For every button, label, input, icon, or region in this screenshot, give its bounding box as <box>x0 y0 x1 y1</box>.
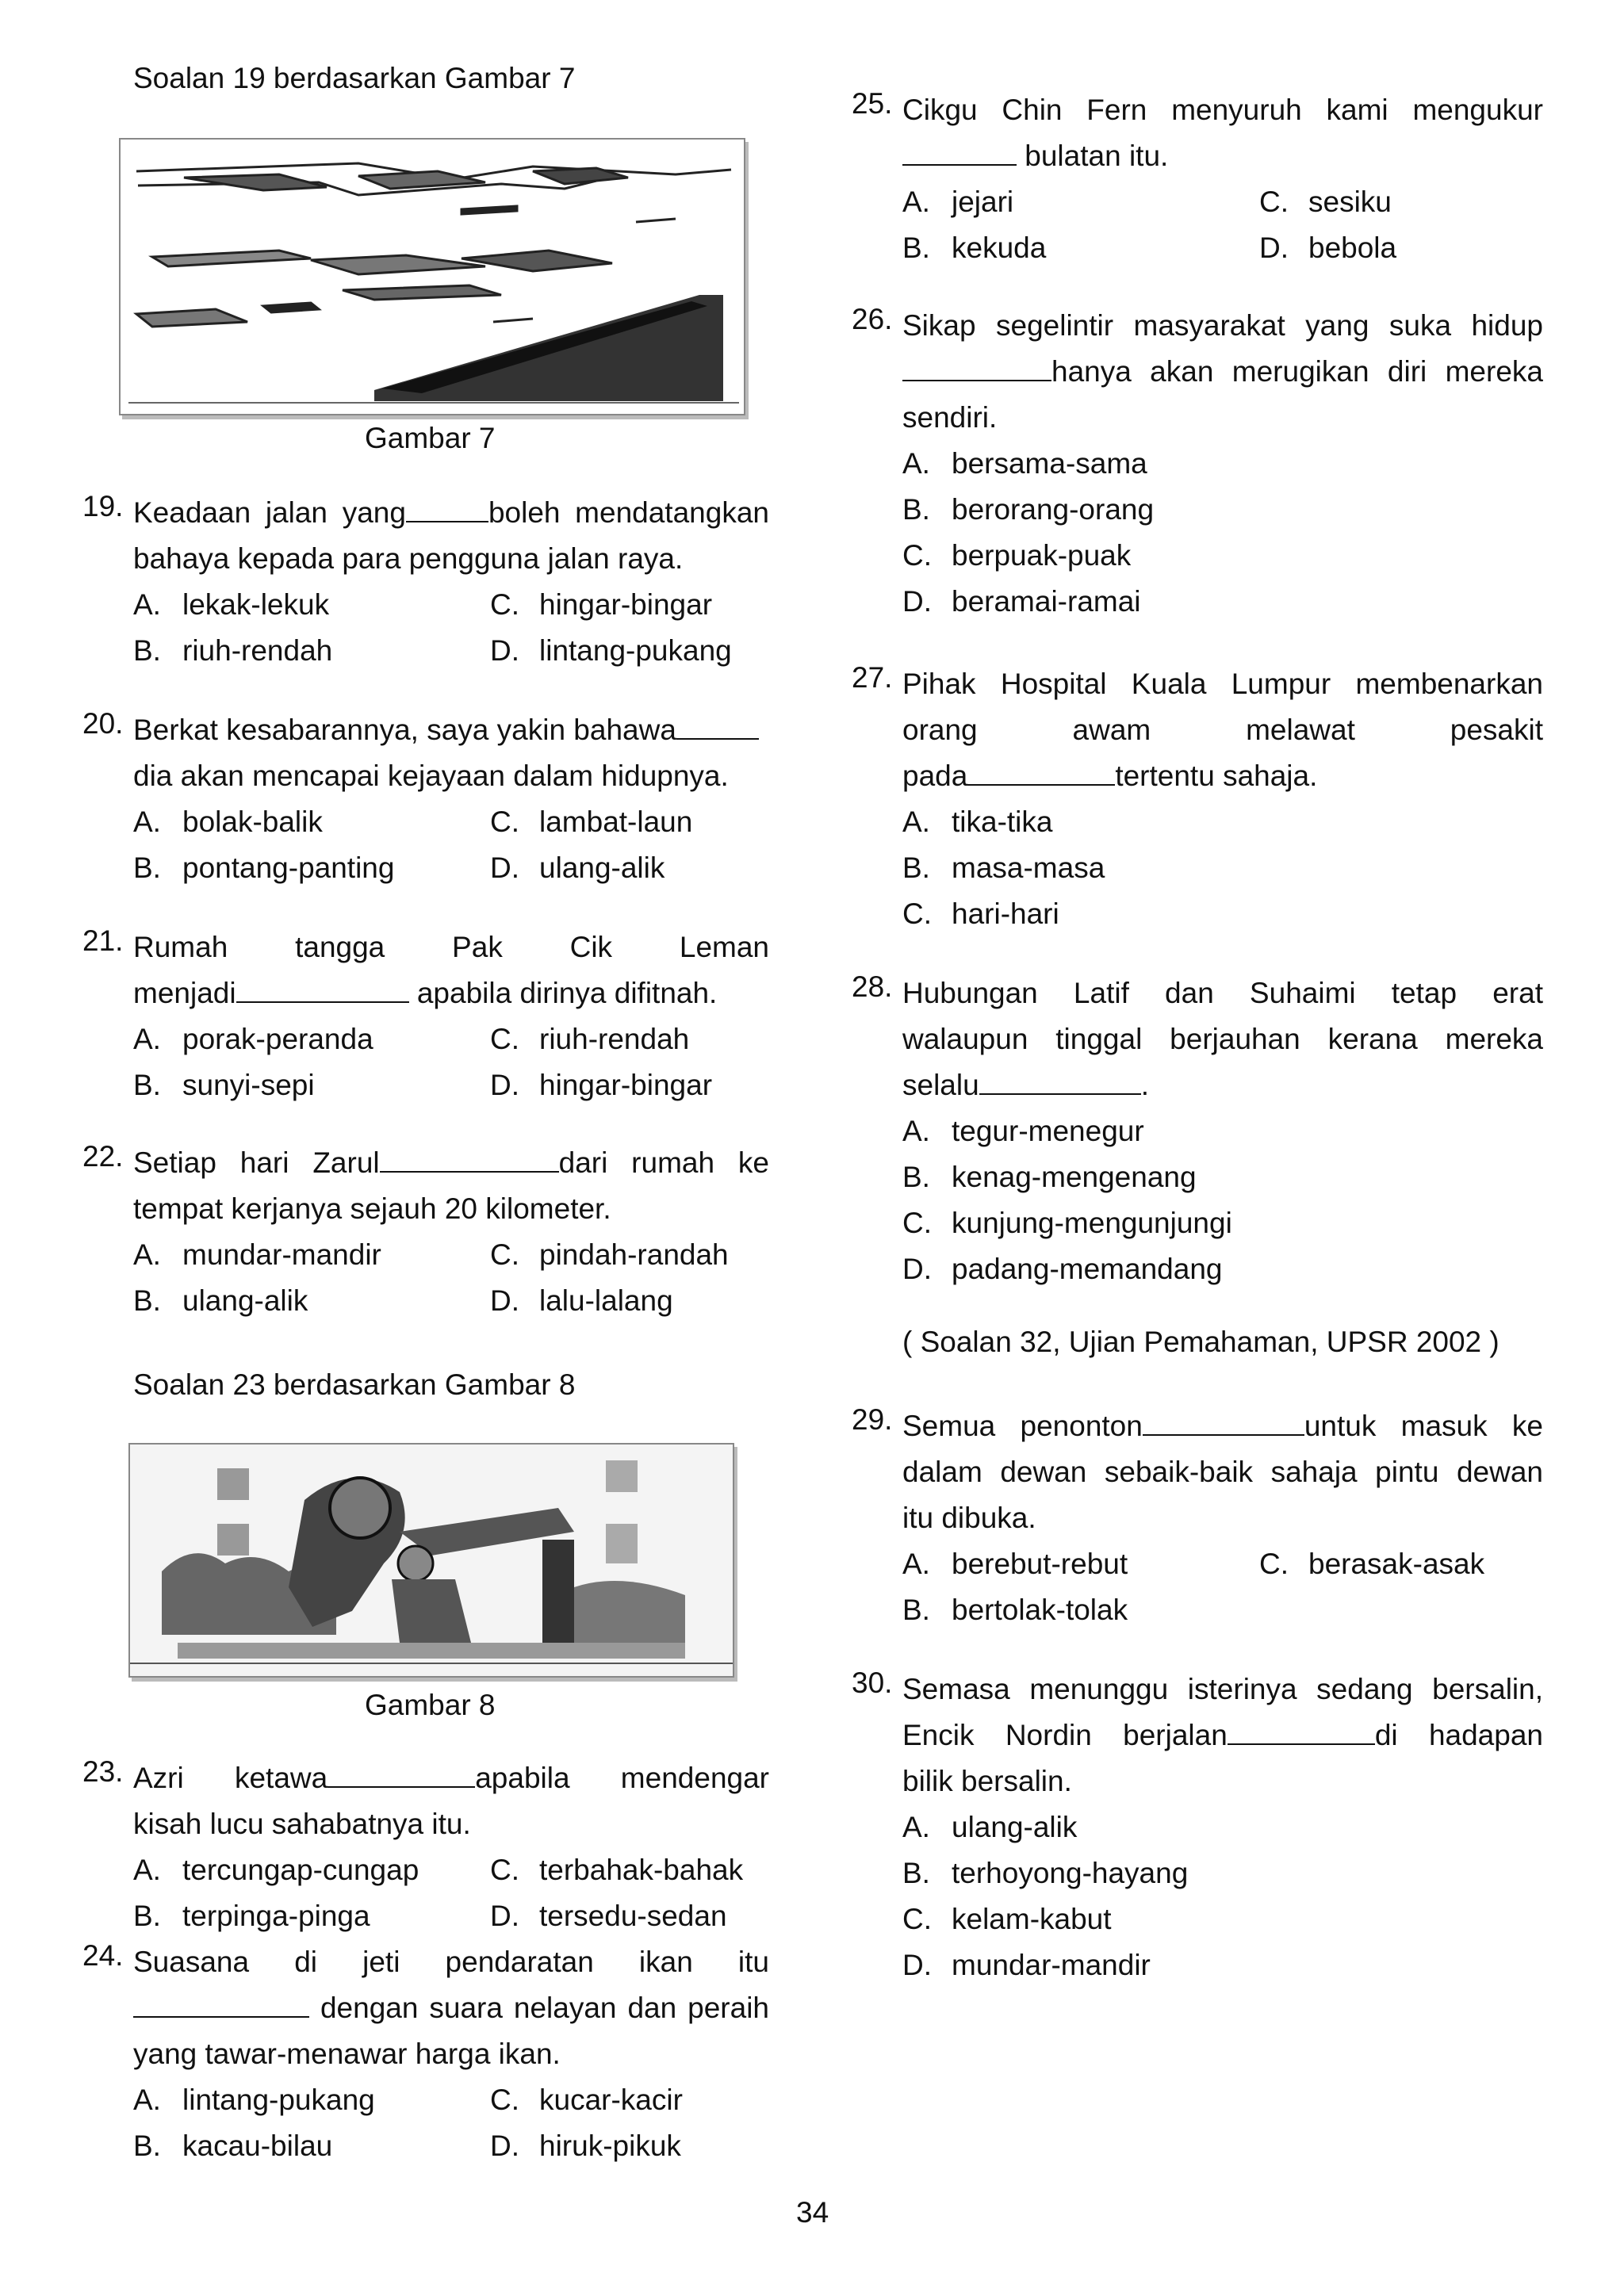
answer-blank <box>236 974 409 1003</box>
text-part: untuk masuk ke <box>1304 1410 1543 1442</box>
question-text <box>133 1939 769 2077</box>
option-a[interactable]: A. tegur-menegur <box>902 1115 1144 1147</box>
options <box>902 799 1543 937</box>
options <box>902 1804 1543 1988</box>
option-c[interactable]: C. berpuak-puak <box>902 539 1132 572</box>
question-number: 26. <box>852 303 893 335</box>
question-number: 19. <box>82 490 124 522</box>
option-b[interactable]: B. riuh-rendah <box>133 634 333 667</box>
option-c[interactable]: C. lambat-laun <box>490 806 693 838</box>
question-number: 29. <box>852 1403 893 1436</box>
laughing-boys-sketch-image <box>130 1445 733 1676</box>
question-25 <box>852 87 1543 271</box>
text-part: hanya akan merugikan diri mereka <box>1051 355 1543 388</box>
text-part: menjadi <box>133 977 236 1009</box>
question-number: 20. <box>82 707 124 740</box>
text-line: dia akan mencapai kejayaan dalam hidupnya. <box>133 760 729 792</box>
question-text <box>133 707 769 799</box>
question-26 <box>852 303 1543 625</box>
answer-blank <box>133 1989 309 2018</box>
option-c[interactable]: C. kucar-kacir <box>490 2084 683 2116</box>
option-c[interactable]: C. kelam-kabut <box>902 1903 1112 1935</box>
options <box>133 2077 769 2169</box>
option-c[interactable]: C. sesiku <box>1259 186 1392 218</box>
option-a[interactable]: A. tercungap-cungap <box>133 1854 419 1886</box>
option-a[interactable]: A. lintang-pukang <box>133 2084 375 2116</box>
option-b[interactable]: B. ulang-alik <box>133 1284 308 1317</box>
options <box>133 1232 769 1324</box>
option-b[interactable]: B. terpinga-pinga <box>133 1900 370 1932</box>
answer-blank <box>406 494 488 522</box>
option-a[interactable]: A. lekak-lekuk <box>133 588 330 621</box>
text-line: itu dibuka. <box>902 1502 1036 1534</box>
text-part: apabila dirinya difitnah. <box>416 977 718 1009</box>
answer-blank <box>967 757 1115 786</box>
option-c[interactable]: C. terbahak-bahak <box>490 1854 744 1886</box>
option-a[interactable]: A. mundar-mandir <box>133 1238 381 1271</box>
question-number: 28. <box>852 970 893 1003</box>
text-line: dalam dewan sebaik-baik sahaja pintu dewan <box>902 1456 1543 1488</box>
option-a[interactable]: A. jejari <box>902 186 1014 218</box>
option-a[interactable]: A. ulang-alik <box>902 1811 1078 1843</box>
question-24 <box>82 1939 769 2169</box>
option-b[interactable]: B. masa-masa <box>902 851 1105 884</box>
option-b[interactable]: B. kekuda <box>902 232 1047 264</box>
road-sketch-image <box>121 140 744 414</box>
option-b[interactable]: B. sunyi-sepi <box>133 1069 315 1101</box>
intro-soalan-19: Soalan 19 berdasarkan Gambar 7 <box>133 62 576 94</box>
answer-blank <box>327 1759 475 1788</box>
options <box>902 441 1543 625</box>
question-20 <box>82 707 769 891</box>
question-number: 30. <box>852 1667 893 1699</box>
option-c[interactable]: C. kunjung-mengunjungi <box>902 1207 1232 1239</box>
text-line: Hubungan Latif dan Suhaimi tetap erat <box>902 977 1543 1009</box>
option-d[interactable]: D. lalu-lalang <box>490 1284 673 1317</box>
text-part: tertentu sahaja. <box>1115 760 1318 792</box>
options <box>133 1847 769 1939</box>
option-c[interactable]: C. hingar-bingar <box>490 588 713 621</box>
text-part: Setiap hari Zarul <box>133 1146 380 1179</box>
option-a[interactable]: A. bolak-balik <box>133 806 323 838</box>
option-d[interactable]: D. lintang-pukang <box>490 634 732 667</box>
text-line: Suasana di jeti pendaratan ikan itu <box>133 1946 769 1978</box>
text-part: apabila mendengar <box>475 1762 769 1794</box>
question-number: 27. <box>852 661 893 694</box>
question-28 <box>852 970 1543 1292</box>
options <box>133 582 769 674</box>
question-text <box>133 490 769 582</box>
option-a[interactable]: A. berebut-rebut <box>902 1548 1128 1580</box>
reference-note: ( Soalan 32, Ujian Pemahaman, UPSR 2002 ) <box>902 1326 1500 1358</box>
question-21 <box>82 924 769 1108</box>
options <box>902 179 1543 271</box>
question-30 <box>852 1667 1543 1988</box>
text-line: walaupun tinggal berjauhan kerana mereka <box>902 1023 1543 1055</box>
text-part: Keadaan jalan yang <box>133 496 406 529</box>
text-part: Berkat kesabarannya, saya yakin bahawa <box>133 714 676 746</box>
question-23 <box>82 1755 769 1939</box>
option-b[interactable]: B. kenag-mengenang <box>902 1161 1197 1193</box>
text-part: Encik Nordin berjalan <box>902 1719 1228 1751</box>
text-line: Cikgu Chin Fern menyuruh kami mengukur <box>902 94 1543 126</box>
question-text <box>902 1403 1543 1541</box>
text-line: Rumah tangga Pak Cik Leman <box>133 931 769 963</box>
options <box>133 1016 769 1108</box>
question-text <box>902 87 1543 179</box>
question-text <box>902 303 1543 441</box>
option-d[interactable]: D. mundar-mandir <box>902 1949 1151 1981</box>
question-29 <box>852 1403 1543 1633</box>
text-part: boleh mendatangkan <box>488 496 769 529</box>
question-22 <box>82 1140 769 1324</box>
option-d[interactable]: D. tersedu-sedan <box>490 1900 727 1932</box>
option-a[interactable]: A. tika-tika <box>902 806 1053 838</box>
question-text <box>902 661 1543 799</box>
text-part: selalu <box>902 1069 979 1101</box>
question-number: 22. <box>82 1140 124 1173</box>
answer-blank <box>1228 1716 1375 1745</box>
option-a[interactable]: A. bersama-sama <box>902 447 1147 480</box>
question-27 <box>852 661 1543 937</box>
text-line: yang tawar-menawar harga ikan. <box>133 2038 561 2070</box>
text-part: dengan suara nelayan dan peraih <box>320 1992 770 2024</box>
option-d[interactable]: D. padang-memandang <box>902 1253 1223 1285</box>
option-b[interactable]: B. kacau-bilau <box>133 2130 333 2162</box>
answer-blank <box>676 711 759 740</box>
text-part: Azri ketawa <box>133 1762 328 1794</box>
intro-soalan-23: Soalan 23 berdasarkan Gambar 8 <box>133 1368 576 1401</box>
text-line: sendiri. <box>902 401 998 434</box>
question-text <box>133 1140 769 1232</box>
question-text <box>902 970 1543 1108</box>
figure-gambar-8 <box>128 1443 734 1678</box>
option-b[interactable]: B. bertolak-tolak <box>902 1594 1128 1626</box>
page-number: 34 <box>796 2196 829 2229</box>
question-19 <box>82 490 769 674</box>
text-line: bilik bersalin. <box>902 1765 1072 1797</box>
option-d[interactable]: D. bebola <box>1259 232 1397 264</box>
question-text <box>902 1667 1543 1804</box>
figure-gambar-7 <box>119 138 745 415</box>
answer-blank <box>902 353 1051 381</box>
text-line: orang awam melawat pesakit <box>902 714 1543 746</box>
option-d[interactable]: D. hiruk-pikuk <box>490 2130 681 2162</box>
text-line: Semasa menunggu isterinya sedang bersalin, <box>902 1673 1543 1705</box>
question-number: 23. <box>82 1755 124 1788</box>
options <box>133 799 769 891</box>
text-line: tempat kerjanya sejauh 20 kilometer. <box>133 1192 611 1225</box>
question-number: 25. <box>852 87 893 120</box>
question-number: 21. <box>82 924 124 957</box>
answer-blank <box>979 1066 1141 1095</box>
question-number: 24. <box>82 1939 124 1972</box>
text-line: bahaya kepada para pengguna jalan raya. <box>133 542 684 575</box>
options <box>902 1108 1543 1292</box>
text-line: Sikap segelintir masyarakat yang suka hidup <box>902 309 1543 342</box>
option-c[interactable]: C. berasak-asak <box>1259 1548 1485 1580</box>
text-part: pada <box>902 760 968 792</box>
option-a[interactable]: A. porak-peranda <box>133 1023 373 1055</box>
text-part: dari rumah ke <box>558 1146 769 1179</box>
options <box>902 1541 1543 1633</box>
question-text <box>133 1755 769 1847</box>
caption-gambar-7: Gambar 7 <box>365 422 496 454</box>
answer-blank <box>1143 1407 1304 1436</box>
option-d[interactable]: D. beramai-ramai <box>902 585 1141 618</box>
option-d[interactable]: D. ulang-alik <box>490 851 665 884</box>
option-d[interactable]: D. hingar-bingar <box>490 1069 713 1101</box>
text-part: . <box>1140 1069 1149 1101</box>
option-b[interactable]: B. terhoyong-hayang <box>902 1857 1189 1889</box>
text-part: di hadapan <box>1374 1719 1543 1751</box>
option-b[interactable]: B. berorang-orang <box>902 493 1155 526</box>
answer-blank <box>380 1144 559 1173</box>
option-c[interactable]: C. pindah-randah <box>490 1238 729 1271</box>
question-text <box>133 924 769 1016</box>
text-line: Pihak Hospital Kuala Lumpur membenarkan <box>902 668 1543 700</box>
answer-blank <box>902 137 1017 166</box>
option-b[interactable]: B. pontang-panting <box>133 851 395 884</box>
option-c[interactable]: C. riuh-rendah <box>490 1023 690 1055</box>
text-line: kisah lucu sahabatnya itu. <box>133 1808 471 1840</box>
caption-gambar-8: Gambar 8 <box>365 1689 496 1721</box>
text-part: Semua penonton <box>902 1410 1143 1442</box>
option-c[interactable]: C. hari-hari <box>902 897 1059 930</box>
text-part: bulatan itu. <box>1025 140 1169 172</box>
